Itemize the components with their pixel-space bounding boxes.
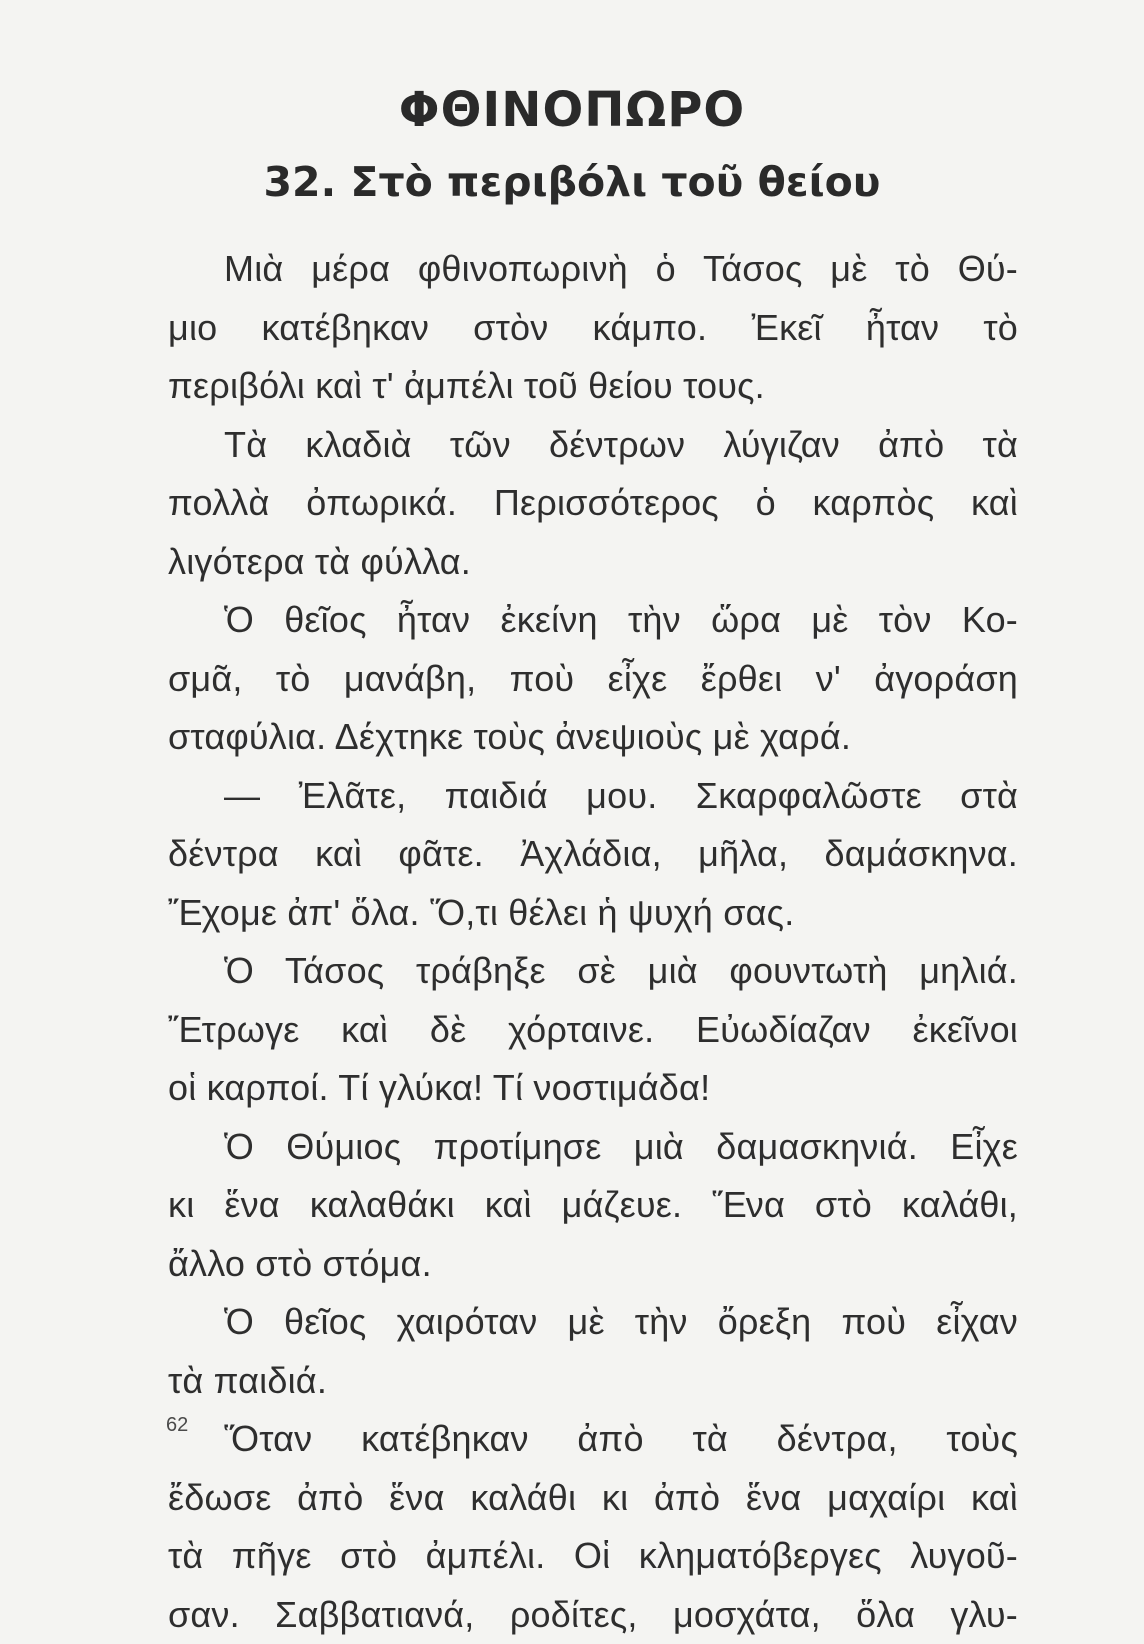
body-text (168, 240, 1018, 1644)
text-line: κι ἕνα καλαθάκι καὶ μάζευε. Ἕνα στὸ καλάθι, (168, 1176, 1018, 1235)
text-line: Τὰ κλαδιὰ τῶν δέντρων λύγιζαν ἀπὸ τὰ (168, 416, 1018, 475)
text-line: Ἔχομε ἀπ' ὅλα. Ὅ,τι θέλει ἡ ψυχή σας. (168, 884, 1018, 943)
chapter-title: 32. Στὸ περιβόλι τοῦ θείου (0, 156, 1144, 208)
text-line: πολλὰ ὀπωρικά. Περισσότερος ὁ καρπὸς καὶ (168, 474, 1018, 533)
text-line: δέντρα καὶ φᾶτε. Ἀχλάδια, μῆλα, δαμάσκηνα. (168, 825, 1018, 884)
text-line: Ὅταν κατέβηκαν ἀπὸ τὰ δέντρα, τοὺς (168, 1410, 1018, 1469)
text-line: Ὁ Θύμιος προτίμησε μιὰ δαμασκηνιά. Εἶχε (168, 1118, 1018, 1177)
text-line: σμᾶ, τὸ μανάβη, ποὺ εἶχε ἔρθει ν' ἀγοράση (168, 650, 1018, 709)
section-title: ΦΘΙΝΟΠΩΡΟ (0, 82, 1144, 138)
text-line: — Ἐλᾶτε, παιδιά μου. Σκαρφαλῶστε στὰ (168, 767, 1018, 826)
text-line: ἔδωσε ἀπὸ ἕνα καλάθι κι ἀπὸ ἕνα μαχαίρι καὶ (168, 1469, 1018, 1528)
text-line: περιβόλι καὶ τ' ἀμπέλι τοῦ θείου τους. (168, 357, 1018, 416)
text-line: τὰ πῆγε στὸ ἀμπέλι. Οἱ κληματόβεργες λυγοῦ- (168, 1527, 1018, 1586)
text-line: λιγότερα τὰ φύλλα. (168, 533, 1018, 592)
page-number: 62 (166, 1414, 188, 1437)
text-line: τὰ παιδιά. (168, 1352, 1018, 1411)
text-line: Ὁ Τάσος τράβηξε σὲ μιὰ φουντωτὴ μηλιά. (168, 942, 1018, 1001)
text-line: σταφύλια. Δέχτηκε τοὺς ἀνεψιοὺς μὲ χαρά. (168, 708, 1018, 767)
text-line: Μιὰ μέρα φθινοπωρινὴ ὁ Τάσος μὲ τὸ Θύ- (168, 240, 1018, 299)
text-line: σαν. Σαββατιανά, ροδίτες, μοσχάτα, ὅλα γλυ- (168, 1586, 1018, 1644)
text-line: ἄλλο στὸ στόμα. (168, 1235, 1018, 1294)
text-line: οἱ καρποί. Τί γλύκα! Τί νοστιμάδα! (168, 1059, 1018, 1118)
text-line: Ἔτρωγε καὶ δὲ χόρταινε. Εὐωδίαζαν ἐκεῖνοι (168, 1001, 1018, 1060)
text-line: Ὁ θεῖος χαιρόταν μὲ τὴν ὄρεξη ποὺ εἶχαν (168, 1293, 1018, 1352)
text-line: Ὁ θεῖος ἦταν ἐκείνη τὴν ὥρα μὲ τὸν Κο- (168, 591, 1018, 650)
text-line: μιο κατέβηκαν στὸν κάμπο. Ἐκεῖ ἦταν τὸ (168, 299, 1018, 358)
